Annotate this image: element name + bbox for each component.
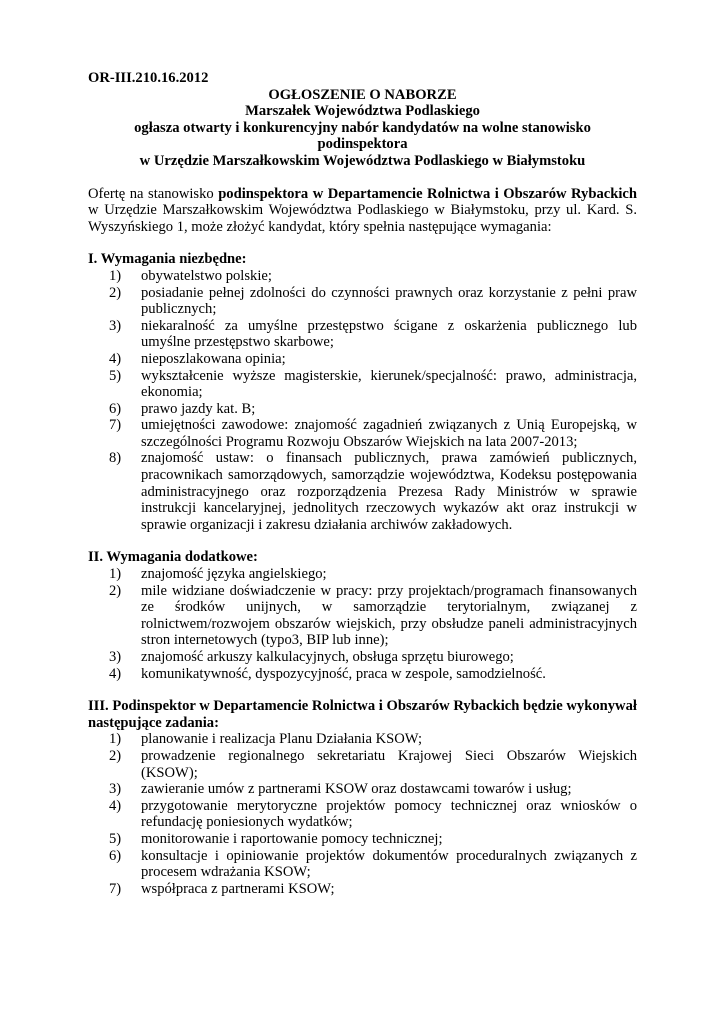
item-number: 2) bbox=[109, 747, 122, 764]
intro-suffix: w Urzędzie Marszałkowskim Województwa Podlaskiego w Białymstoku, przy ul. Kard. S. Wyszyńskiego 1, może złożyć kandydat, który spełnia następujące wymagania: bbox=[88, 202, 637, 235]
item-number: 4) bbox=[109, 797, 122, 814]
item-text: zawieranie umów z partnerami KSOW oraz dostawcami towarów i usług; bbox=[141, 781, 572, 798]
announcement-header bbox=[88, 87, 637, 170]
item-number: 3) bbox=[109, 649, 122, 665]
section-duties bbox=[88, 698, 637, 897]
item-number: 4) bbox=[109, 350, 122, 367]
list-item bbox=[88, 566, 637, 583]
header-office: w Urzędzie Marszałkowskim Województwa Podlaskiego w Białymstoku bbox=[139, 152, 586, 169]
header-description: ogłasza otwarty i konkurencyjny nabór kandydatów na wolne stanowisko bbox=[134, 119, 591, 136]
item-text: prowadzenie regionalnego sekretariatu Krajowej Sieci Obszarów Wiejskich (KSOW); bbox=[141, 747, 637, 781]
item-number: 8) bbox=[109, 450, 122, 467]
item-text: obywatelstwo polskie; bbox=[141, 267, 272, 284]
item-text: nieposzlakowana opinia; bbox=[141, 350, 286, 367]
document-page bbox=[88, 70, 637, 897]
item-number: 2) bbox=[109, 284, 122, 301]
intro-prefix: Ofertę na stanowisko bbox=[88, 185, 219, 202]
intro-position-bold: podinspektora w Departamencie Rolnictwa i Obszarów Rybackich bbox=[218, 185, 637, 202]
item-number: 3) bbox=[109, 781, 122, 798]
item-text: znajomość ustaw: o finansach publicznych, prawa zamówień publicznych, pracownikach samorządowych, samorządzie województwa, Kodeksu postępowania administracyjnego oraz rozporządzenia Prezesa Rady Ministrów w sprawie instrukcji kancelaryjnej, jednolitych rzeczowych wykazów akt oraz instrukcji w sprawie organizacji i zakresu działania archiwów zakładowych. bbox=[141, 450, 637, 533]
item-text: mile widziane doświadczenie w pracy: przy projektach/programach finansowanych ze środków unijnych, w samorządzie terytorialnym, związanej z rolnictwem/rozwojem obszarów wiejskich, przy obsłudze paneli administracyjnych stron internetowych (typo3, BIP lub inne); bbox=[141, 582, 637, 649]
list-item bbox=[88, 848, 637, 881]
item-number: 4) bbox=[109, 665, 122, 682]
item-text: posiadanie pełnej zdolności do czynności prawnych oraz korzystanie z pełni praw publicznych; bbox=[141, 284, 637, 318]
item-text: niekaralność za umyślne przestępstwo ścigane z oskarżenia publicznego lub umyślne przestępstwo skarbowe; bbox=[141, 317, 637, 351]
item-number: 2) bbox=[109, 582, 122, 599]
item-number: 7) bbox=[109, 880, 122, 897]
list-item bbox=[88, 731, 637, 748]
header-title: OGŁOSZENIE O NABORZE bbox=[268, 86, 457, 103]
list-item bbox=[88, 268, 637, 285]
item-text: znajomość arkuszy kalkulacyjnych, obsługa sprzętu biurowego; bbox=[141, 649, 514, 665]
list-item bbox=[88, 285, 637, 318]
item-text: przygotowanie merytoryczne projektów pomocy technicznej oraz wniosków o refundację poniesionych wydatków; bbox=[141, 797, 637, 831]
item-text: monitorowanie i raportowanie pomocy technicznej; bbox=[141, 830, 443, 847]
item-number: 1) bbox=[109, 566, 122, 583]
reference-number: OR-III.210.16.2012 bbox=[88, 70, 209, 86]
section-additional bbox=[88, 549, 637, 682]
item-number: 1) bbox=[109, 267, 122, 284]
header-position: podinspektora bbox=[317, 136, 408, 153]
item-number: 7) bbox=[109, 417, 122, 434]
list-item bbox=[88, 368, 637, 401]
section-title: I. Wymagania niezbędne: bbox=[88, 251, 247, 268]
list-item bbox=[88, 318, 637, 351]
item-text: konsultacje i opiniowanie projektów dokumentów proceduralnych związanych z procesem wdrażania KSOW; bbox=[141, 847, 637, 881]
list-item bbox=[88, 583, 637, 649]
item-text: wykształcenie wyższe magisterskie, kierunek/specjalność: prawo, administracja, ekonomia; bbox=[141, 367, 637, 401]
list-item bbox=[88, 401, 637, 418]
header-issuer: Marszałek Województwa Podlaskiego bbox=[245, 103, 480, 120]
list-item bbox=[88, 649, 637, 666]
requirements-list bbox=[88, 268, 637, 534]
additional-requirements-list bbox=[88, 566, 637, 682]
item-text: umiejętności zawodowe: znajomość zagadnień związanych z Unią Europejską, w szczególności Programu Rozwoju Obszarów Wiejskich na lata 2007-2013; bbox=[141, 417, 637, 450]
item-number: 6) bbox=[109, 847, 122, 864]
list-item bbox=[88, 831, 637, 848]
item-number: 5) bbox=[109, 367, 122, 384]
item-number: 5) bbox=[109, 830, 122, 847]
section-title: III. Podinspektor w Departamencie Rolnictwa i Obszarów Rybackich będzie wykonywał następujące zadania: bbox=[88, 698, 637, 731]
item-text: komunikatywność, dyspozycyjność, praca w zespole, samodzielność. bbox=[141, 665, 546, 682]
item-text: prawo jazdy kat. B; bbox=[141, 400, 256, 417]
item-text: współpraca z partnerami KSOW; bbox=[141, 880, 335, 897]
item-text: planowanie i realizacja Planu Działania KSOW; bbox=[141, 731, 423, 748]
list-item bbox=[88, 881, 637, 898]
list-item bbox=[88, 666, 637, 683]
list-item bbox=[88, 781, 637, 798]
item-number: 1) bbox=[109, 731, 122, 748]
item-number: 6) bbox=[109, 400, 122, 417]
list-item bbox=[88, 798, 637, 831]
intro-paragraph bbox=[88, 186, 637, 236]
section-required bbox=[88, 251, 637, 533]
item-text: znajomość języka angielskiego; bbox=[141, 566, 327, 583]
list-item bbox=[88, 417, 637, 450]
item-number: 3) bbox=[109, 317, 122, 334]
section-title: II. Wymagania dodatkowe: bbox=[88, 549, 258, 566]
duties-list bbox=[88, 731, 637, 897]
list-item bbox=[88, 450, 637, 533]
list-item bbox=[88, 748, 637, 781]
list-item bbox=[88, 351, 637, 368]
